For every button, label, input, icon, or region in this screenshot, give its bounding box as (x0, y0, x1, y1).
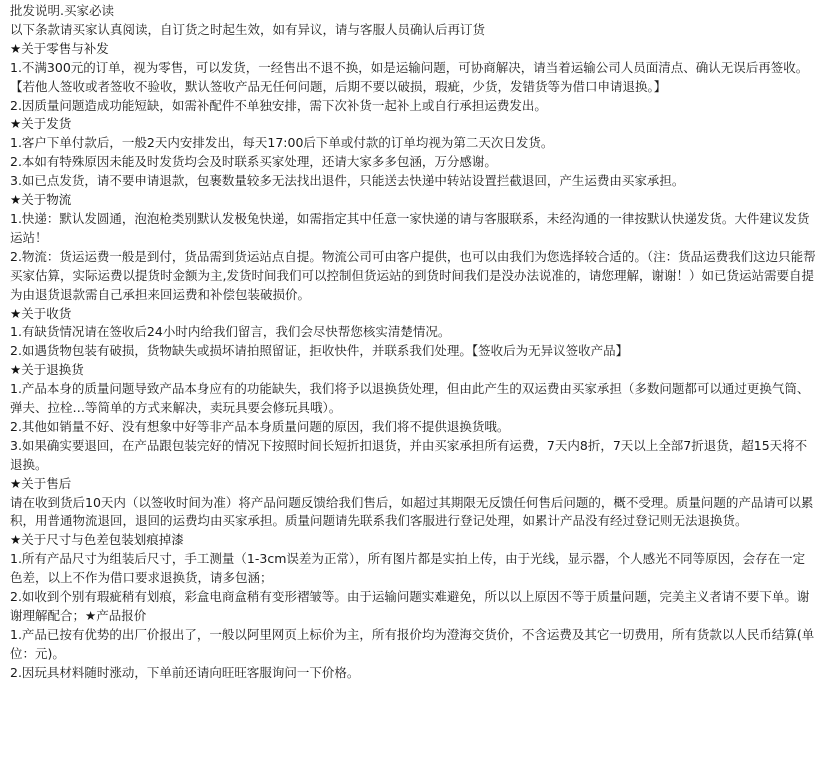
section-heading-sizing: ★关于尺寸与色差包装划痕掉漆 (10, 532, 184, 548)
retail-paragraph-2: 2.因质量问题造成功能短缺，如需补配件不单独安排，需下次补货一起补上或自行承担运费发出。 (10, 97, 547, 113)
returns-paragraph-2: 2.其他如销量不好、没有想象中好等非产品本身质量问题的原因，我们将不提供退换货哦。 (10, 418, 510, 434)
section-heading-returns: ★关于退换货 (10, 362, 84, 378)
pricing-paragraph-1: 1.产品已按有优势的出厂价报出了，一般以阿里网页上标价为主，所有报价均为澄海交货价，不含运费及其它一切费用，所有货款以人民币结算(单位：元)。 (10, 626, 815, 661)
section-heading-aftersales: ★关于售后 (10, 475, 72, 491)
receiving-paragraph-2: 2.如遇货物包装有破损，货物缺失或损坏请拍照留证，拒收快件，并联系我们处理。【签收后为无异议签收产品】 (10, 343, 629, 359)
receiving-paragraph-1: 1.有缺货情况请在签收后24小时内给我们留言，我们会尽快帮您核实清楚情况。 (10, 324, 451, 340)
sizing-paragraph-2: 2.如收到个别有瑕疵稍有划痕，彩盒电商盒稍有变形褶皱等。由于运输问题实难避免，所以以上原因不等于质量问题，完美主义者请不要下单。谢谢理解配合；★产品报价 (10, 589, 810, 623)
shipping-paragraph-3: 3.如已点发货，请不要申请退款，包裹数量较多无法找出退件，只能送去快递中转站设置拦截退回，产生运费由买家承担。 (10, 173, 685, 189)
section-heading-retail: ★关于零售与补发 (10, 40, 109, 56)
shipping-paragraph-1: 1.客户下单付款后，一般2天内安排发出，每天17:00后下单或付款的订单均视为第二天次日发货。 (10, 135, 554, 151)
document-intro: 以下条款请买家认真阅读，自订货之时起生效，如有异议，请与客服人员确认后再订货 (10, 21, 486, 37)
returns-paragraph-3: 3.如果确实要退回，在产品跟包装完好的情况下按照时间长短折扣退货，并由买家承担所有运费，7天内8折，7天以上全部7折退货，超15天将不退换。 (10, 437, 808, 472)
section-heading-logistics: ★关于物流 (10, 192, 72, 208)
section-heading-shipping: ★关于发货 (10, 116, 72, 132)
document-title: 批发说明.买家必读 (10, 3, 114, 18)
returns-paragraph-1: 1.产品本身的质量问题导致产品本身应有的功能缺失，我们将予以退换货处理，但由此产生的双运费由买家承担（多数问题都可以通过更换气筒、弹夫、拉栓…等简单的方式来解决，卖玩具要会修玩具哦）。 (10, 381, 810, 416)
logistics-paragraph-2: 2.物流：货运运费一般是到付，货品需到货运站点自提。物流公司可由客户提供，也可以由我们为您选择较合适的。（注：货品运费我们这边只能帮买家估算，实际运费以提货时金额为主,发货时间我们可以控制但货运站的到货时间我们是没办法说准的，请您理解，谢谢！）如已货运站需要自提为由退货退款需自己承担来回运费和补偿包装破损价。 (10, 248, 816, 302)
retail-paragraph-1: 1.不满300元的订单，视为零售，可以发货，一经售出不退不换，如是运输问题，可协商解决，请当着运输公司人员面清点、确认无误后再签收。【若他人签收或者签收不验收，默认签收产品无任何问题，后期不要以破损，瑕疵，少货，发错货等为借口申请退换。】 (10, 59, 809, 94)
aftersales-paragraph-1: 请在收到货后10天内（以签收时间为准）将产品问题反馈给我们售后，如超过其期限无反馈任何售后问题的，概不受理。质量问题的产品请可以累积，用普通物流退回，退回的运费均由买家承担。质量问题请先联系我们客服进行登记处理，如累计产品没有经过登记则无法退换货。 (10, 494, 814, 529)
sizing-paragraph-1: 1.所有产品尺寸为组装后尺寸，手工测量（1-3cm误差为正常），所有图片都是实拍上传，由于光线，显示器，个人感光不同等原因，会存在一定色差，以上不作为借口要求退换货，请多包涵； (10, 551, 806, 586)
logistics-paragraph-1: 1.快递：默认发圆通，泡泡枪类别默认发极兔快递，如需指定其中任意一家快递的请与客服联系，未经沟通的一律按默认快递发货。大件建议发货运站！ (10, 210, 810, 245)
section-heading-receiving: ★关于收货 (10, 305, 72, 321)
pricing-paragraph-2: 2.因玩具材料随时涨动，下单前还请向旺旺客服询问一下价格。 (10, 664, 360, 680)
shipping-paragraph-2: 2.本如有特殊原因未能及时发货均会及时联系买家处理，还请大家多多包涵，万分感谢。 (10, 154, 497, 170)
